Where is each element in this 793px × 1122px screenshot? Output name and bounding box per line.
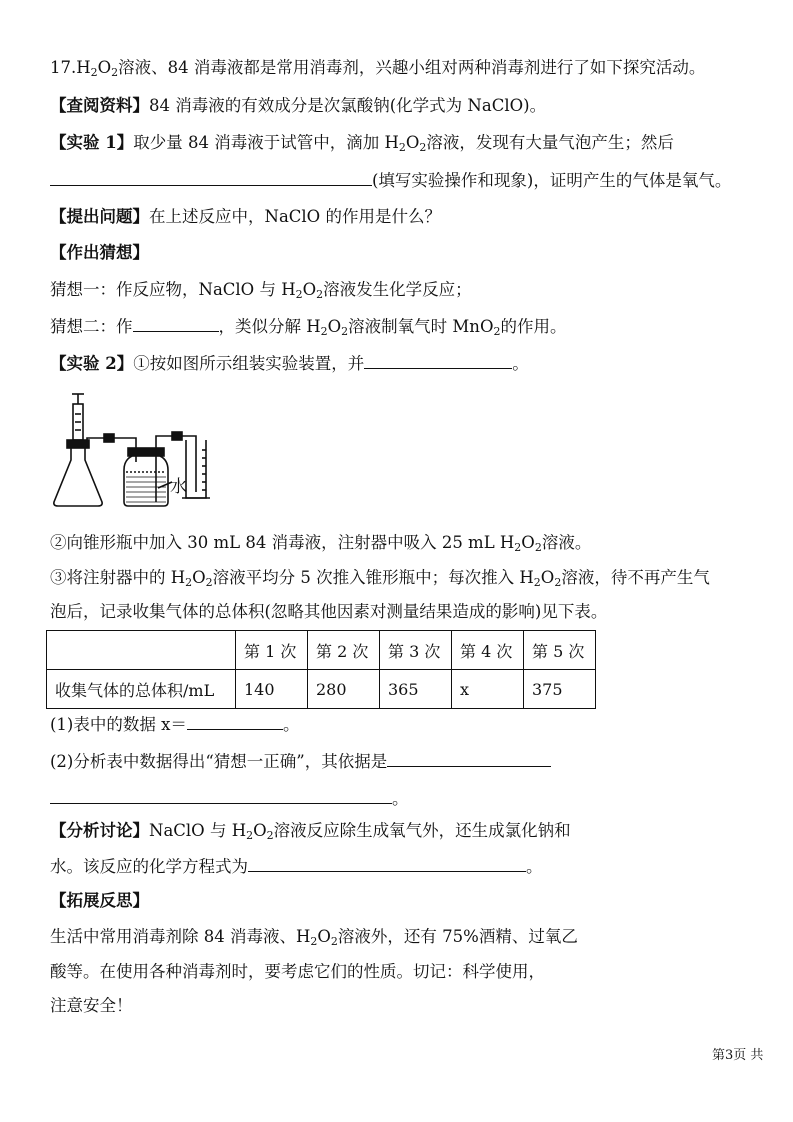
research-tag: 【查阅资料】 bbox=[50, 96, 149, 115]
conical-flask-icon bbox=[54, 440, 102, 506]
hypothesis-one: 猜想一：作反应物，NaClO 与 $H_2O_2$溶液发生化学反应； bbox=[50, 280, 472, 301]
table-row bbox=[47, 670, 596, 709]
question-1: (1)表中的数据 x＝ 。 bbox=[50, 715, 300, 734]
discussion-tag: 【分析讨论】 bbox=[50, 821, 149, 840]
experiment2-tag: 【实验 2】 bbox=[50, 354, 134, 373]
answer-blank-q2b[interactable] bbox=[50, 787, 392, 804]
table-header-cell bbox=[47, 631, 236, 670]
experiment2-step3-line2: 泡后，记录收集气体的总体积(忽略其他因素对测量结果造成的影响)见下表。 bbox=[50, 602, 608, 621]
table-cell: 140 bbox=[236, 670, 308, 709]
table-header-row bbox=[47, 631, 596, 670]
answer-blank-equation[interactable] bbox=[248, 855, 526, 872]
table-cell: 375 bbox=[524, 670, 596, 709]
discussion-section: 【分析讨论】NaClO 与 $H_2O_2$溶液反应除生成氧气外，还生成氯化钠和 bbox=[50, 821, 571, 842]
reflection-line3: 注意安全！ bbox=[50, 996, 133, 1015]
page-footer: 第3页 共 bbox=[712, 1048, 764, 1063]
experiment1-line2: (填写实验操作和现象)，证明产生的气体是氧气。 bbox=[50, 169, 731, 192]
water-label: 水 bbox=[170, 477, 187, 497]
experiment2-step3: ③将注射器中的 $H_2O_2$溶液平均分 5 次推入锥形瓶中；每次推入 $H_2O_2$溶液，待不再产生气 bbox=[50, 568, 710, 589]
table-cell: 280 bbox=[308, 670, 380, 709]
table-header-cell: 第 5 次 bbox=[524, 631, 596, 670]
discussion-line2: 水。该反应的化学方程式为 。 bbox=[50, 857, 543, 876]
question-intro: $17.H_2O_2$溶液、84 消毒液都是常用消毒剂，兴趣小组对两种消毒剂进行了如下探究活动。 bbox=[50, 58, 706, 79]
answer-blank-q2a[interactable] bbox=[387, 750, 551, 767]
question-2-line2: 。 bbox=[50, 787, 409, 810]
problem-tag: 【提出问题】 bbox=[50, 207, 149, 226]
apparatus-diagram bbox=[46, 380, 226, 515]
table-header-cell: 第 2 次 bbox=[308, 631, 380, 670]
reflection-line1: 生活中常用消毒剂除 84 消毒液、$H_2O_2$溶液外，还有 75%酒精、过氧乙 bbox=[50, 927, 578, 948]
table-header-cell: 第 4 次 bbox=[452, 631, 524, 670]
hypothesis-two: 猜想二：作 ，类似分解 $H_2O_2$溶液制氧气时 MnO$_2$的作用。 bbox=[50, 317, 567, 338]
question-2: (2)分析表中数据得出“猜想一正确”，其依据是 bbox=[50, 750, 551, 773]
problem-section: 【提出问题】在上述反应中，NaClO 的作用是什么？ bbox=[50, 207, 441, 226]
answer-blank-q1[interactable] bbox=[187, 713, 283, 730]
question-number: 17. bbox=[50, 58, 77, 77]
answer-blank-hypothesis[interactable] bbox=[133, 315, 219, 332]
experiment1-line1: 【实验 1】取少量 84 消毒液于试管中，滴加 $H_2O_2$溶液，发现有大量气泡产生；然后 bbox=[50, 133, 674, 154]
table-header-cell: 第 3 次 bbox=[380, 631, 452, 670]
table-cell: 365 bbox=[380, 670, 452, 709]
reflection-tag: 【拓展反思】 bbox=[50, 891, 149, 910]
table-header-cell: 第 1 次 bbox=[236, 631, 308, 670]
data-table bbox=[46, 630, 596, 709]
answer-blank-step1[interactable] bbox=[364, 352, 512, 369]
research-section: 【查阅资料】84 消毒液的有效成分是次氯酸钠(化学式为 NaClO)。 bbox=[50, 96, 547, 115]
reflection-line2: 酸等。在使用各种消毒剂时，要考虑它们的性质。切记：科学使用， bbox=[50, 962, 545, 981]
table-row-label: 收集气体的总体积/mL bbox=[47, 670, 236, 709]
table-cell: x bbox=[452, 670, 524, 709]
hypothesis-tag: 【作出猜想】 bbox=[50, 243, 149, 262]
water-bottle-icon bbox=[124, 442, 168, 506]
experiment1-tag: 【实验 1】 bbox=[50, 133, 134, 152]
answer-blank-exp1[interactable] bbox=[50, 169, 372, 186]
experiment2-step1: 【实验 2】①按如图所示组装实验装置，并 。 bbox=[50, 354, 529, 373]
experiment2-step2: ②向锥形瓶中加入 30 mL 84 消毒液，注射器中吸入 25 mL $H_2O_2$溶液。 bbox=[50, 533, 592, 554]
